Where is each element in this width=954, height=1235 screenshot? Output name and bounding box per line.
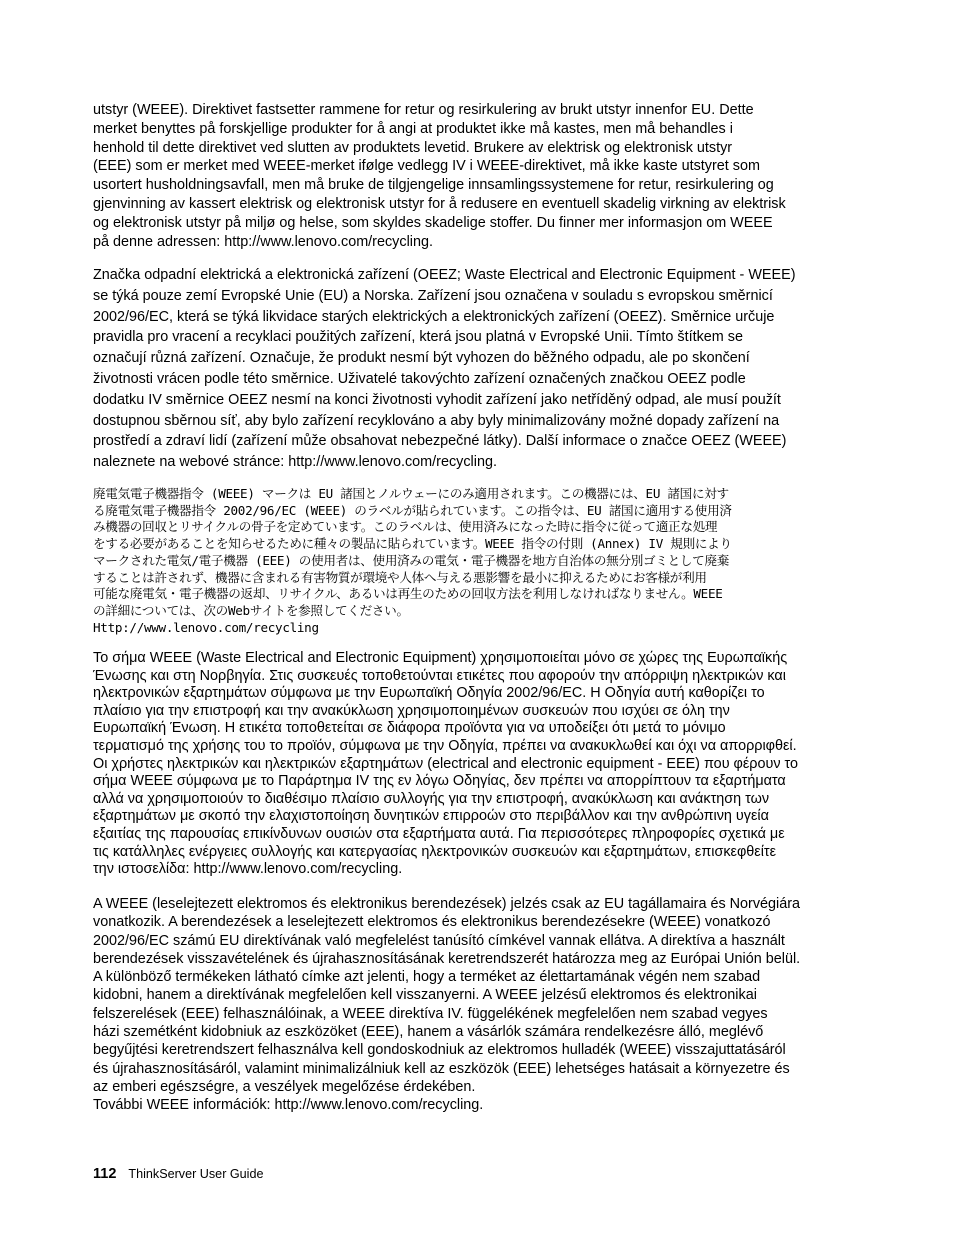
paragraph-hungarian: A WEEE (leselejtezett elektromos és elektronikus berendezések) jelzés csak az EU tagállamaira és Norvégiára vonatkozik. A berendezések a leselejtezett elektromos és elektronikus berendezésekre (WEEE) vonatkozó 2002/96/EC számú EU direktívának való megfelelést tanúsító címkével vannak ellátva. A direktíva a használt berendezések visszavételének és újrahasznosításának keretrendszerét határozza meg az Európai Unión belül. A különböző termékeken látható címke azt jelenti, hogy a terméket az élettartamának végén nem szabad kidobni, hanem a direktívának megfelelően kell visszanyerni. A WEEE jelzésű elektromos és elektronikai felszerelések (EEE) felhasználóinak, a WEEE direktíva IV. függelékének megfelelően nem szabad vegyes házi szemétként kidobniuk az eszközöket (EEE), hanem a vásárlók számára rendelkezésre álló, meglévő begyűjtési keretrendszert felhasználva kell gondoskodniuk az elektromos hulladék (WEEE) visszajuttatásáról és újrahasznosításáról, valamint minimalizálniuk kell az eszközök (EEE) lehetséges hatásait a környezetre és az emberi egészségre, a veszélyek megelőzése érdekében. További WEEE információk: http://www.lenovo.com/recycling. (93, 896, 801, 1114)
page-number: 112 (93, 1166, 117, 1182)
page-footer (93, 1165, 264, 1183)
paragraph-japanese: 廃電気電子機器指令 (WEEE) マークは EU 諸国とノルウェーにのみ適用されます。この機器には、EU 諸国に対す る廃電気電子機器指令 2002/96/EC (WEEE) のラベルが貼られています。この指令は、EU 諸国に適用する使用済 み機器の回収とリサイクルの骨子を定めています。このラベルは、使用済みになった時に指令に従って適正な処理 をする必要があることを知らせるために種々の製品に貼られています。WEEE 指令の付則 (Annex) IV 規則により マークされた電気/電子機器 (EEE) の使用者は、使用済みの電気・電子機器を地方自治体の無分別ゴミとして廃棄 することは許されず、機器に含まれる有害物質が環境や人体へ与える悪影響を最小に抑えるためにお客様が利用 可能な廃電気・電子機器の返却、リサイクル、あるいは再生のための回収方法を利用しなければなりません。WEEE の詳細については、次のWebサイトを参照してください。 Http://www.lenovo.com/recycling (93, 486, 732, 635)
footer-title: ThinkServer User Guide (128, 1167, 264, 1181)
paragraph-norwegian: utstyr (WEEE). Direktivet fastsetter rammene for retur og resirkulering av brukt utstyr innenfor EU. Dette merket benyttes på forskjellige produkter for å angi at produktet ikke må kastes, men må behandles i henhold til dette direktivet ved slutten av produktets levetid. Brukere av elektrisk og elektronisk utstyr (EEE) som er merket med WEEE-merket ifølge vedlegg IV i WEEE-direktivet, må ikke kaste utstyret som usortert husholdningsavfall, men må bruke de tilgjengelige innsamlingssystemene for retur, resirkulering og gjenvinning av kassert elektrisk og elektronisk utstyr for å redusere en eventuell skadelig virkning av elektrisk og elektronisk utstyr på miljø og helse, som skyldes skadelige stoffer. Du finner mer informasjon om WEEE på denne adressen: http://www.lenovo.com/recycling. (93, 102, 786, 250)
paragraph-greek: Το σήμα WEEE (Waste Electrical and Electronic Equipment) χρησιμοποιείται μόνο σε χώρες της Ευρωπαϊκής Ένωσης και στη Νορβηγία. Στις συσκευές τοποθετούνται ετικέτες που αφορούν την απόρριψη ηλεκτρικών και ηλεκτρονικών εξαρτημάτων σύμφωνα με την Ευρωπαϊκή Οδηγία 2002/96/EC. Η Οδηγία αυτή καθορίζει το πλαίσιο για την επιστροφή και την ανακύκλωση χρησιμοποιημένων συσκευών που ισχύει σε όλη την Ευρωπαϊκή Ένωση. Η ετικέτα τοποθετείται σε διάφορα προϊόντα για να υποδείξει ότι μετά το μόνιμο τερματισμό της χρήσης του το προϊόν, σύμφωνα με την Οδηγία, πρέπει να ανακυκλωθεί και όχι να απορριφθεί. Οι χρήστες ηλεκτρικών και ηλεκτρικών εξαρτημάτων (electrical and electronic equipment - EEE) που φέρουν το σήμα WEEE σύμφωνα με το Παράρτημα IV της εν λόγω Οδηγίας, δεν πρέπει να απορρίπτουν τα εξαρτήματα αλλά να χρησιμοποιούν το διαθέσιμο πλαίσιο συλλογής για την επιστροφή, ανακύκλωση και ανάκτηση των εξαρτημάτων με σκοπό την ελαχιστοποίηση δυνητικών επιρροών στο περιβάλλον και την ανθρώπινη υγεία εξαιτίας της παρουσίας επικίνδυνων ουσιών στα εξαρτήματα αυτά. Για περισσότερες πληροφορίες σχετικά με τις κατάλληλες ενέργειες συλλογής και κατεργασίας ηλεκτρονικών συσκευών και εξαρτημάτων, επισκεφθείτε την ιστοσελίδα: http://www.lenovo.com/recycling. (93, 650, 799, 878)
paragraph-czech: Značka odpadní elektrická a elektronická zařízení (OEEZ; Waste Electrical and Electronic Equipment - WEEE) se týká pouze zemí Evropské Unie (EU) a Norska. Zařízení jsou označena v souladu s evropskou směrnicí 2002/96/EC, která se týká likvidace starých elektrických a elektronických zařízení (OEEZ). Směrnice určuje pravidla pro vracení a recyklaci použitých zařízení, která jsou platná v Evropské Unii. Tímto štítkem se označují různá zařízení. Označuje, že produkt nesmí být vyhozen do běžného odpadu, ale po skončení životnosti vrácen podle této směrnice. Uživatelé takovýchto zařízení označených značkou OEEZ podle dodatku IV směrnice OEEZ nesmí na konci životnosti vyhodit zařízení jako netříděný odpad, ale musí použít dostupnou sběrnou síť, aby bylo zařízení recyklováno a aby byly minimalizovány možné dopady zařízení na prostředí a zdraví lidí (zařízení může obsahovat nebezpečné látky). Další informace o značce OEEZ (WEEE) naleznete na webové stránce: http://www.lenovo.com/recycling. (93, 267, 796, 471)
